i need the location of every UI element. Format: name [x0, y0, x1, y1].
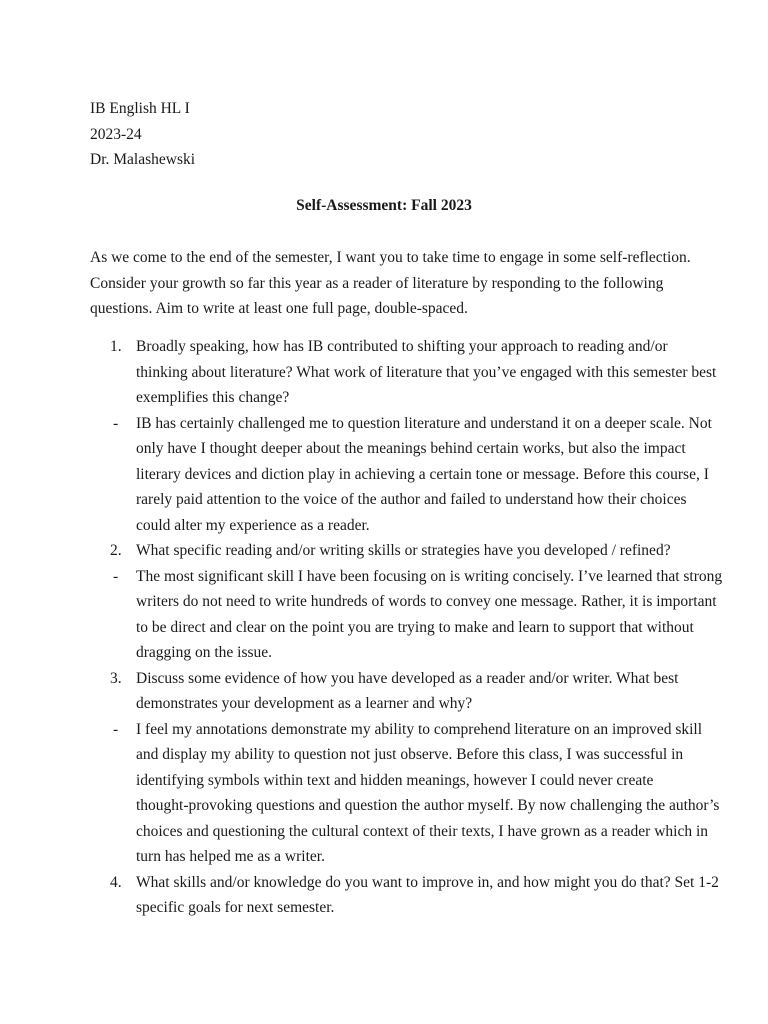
item-line: only have I thought deeper about the meanings behind certain works, but also the impact — [136, 440, 686, 457]
item-line: and display my ability to question not just observe. Before this class, I was successful in — [136, 746, 684, 763]
item-line: What skills and/or knowledge do you want to improve in, and how might you do that? Set 1-2 — [136, 873, 719, 891]
list-marker: - — [113, 414, 119, 432]
item-line: Broadly speaking, how has IB contributed to shifting your approach to reading and/or — [136, 338, 668, 355]
intro-line: Consider your growth so far this year as a reader of literature by responding to the following — [90, 274, 664, 292]
intro-paragraph — [90, 245, 690, 322]
course-name: IB English HL I — [90, 100, 190, 117]
intro-line: As we come to the end of the semester, I want you to take time to engage in some self-reflection. — [90, 249, 691, 266]
question-item-3 — [0, 666, 768, 717]
item-line: What specific reading and/or writing skills or strategies have you developed / refined? — [136, 542, 671, 559]
document-title: Self-Assessment: Fall 2023 — [296, 197, 472, 214]
item-line: Discuss some evidence of how you have developed as a reader and/or writer. What best — [136, 669, 679, 687]
list-marker: 2. — [110, 542, 122, 559]
list-marker: 1. — [110, 338, 122, 355]
list-marker: - — [113, 720, 119, 738]
item-line: specific goals for next semester. — [136, 899, 335, 916]
item-line: writers do not need to write hundreds of words to convey one message. Rather, it is important — [136, 593, 717, 610]
item-line: literary devices and diction play in achieving a certain tone or message. Before this course, I — [136, 465, 709, 483]
item-line: turn has helped me as a writer. — [136, 848, 325, 865]
item-line: demonstrates your development as a learner and why? — [136, 695, 473, 712]
item-line: exemplifies this change? — [136, 389, 290, 406]
item-line: rarely paid attention to the voice of the author and failed to understand how their choices — [136, 491, 687, 508]
item-line: thinking about literature? What work of literature that you’ve engaged with this semester best — [136, 363, 717, 381]
item-line: I feel my annotations demonstrate my ability to comprehend literature on an improved skill — [136, 720, 703, 738]
intro-line: questions. Aim to write at least one full page, double-spaced. — [90, 300, 468, 317]
answer-item-1 — [0, 411, 768, 539]
question-item-2 — [0, 538, 768, 564]
item-line: The most significant skill I have been focusing on is writing concisely. I’ve learned that strong — [136, 567, 723, 585]
item-line: to be direct and clear on the point you are trying to make and learn to support that without — [136, 618, 694, 636]
list-marker: - — [113, 567, 119, 585]
item-line: dragging on the issue. — [136, 644, 273, 661]
document-header — [90, 96, 195, 173]
instructor-name: Dr. Malashewski — [90, 151, 196, 168]
answer-item-3 — [0, 717, 768, 870]
list-marker: 4. — [110, 873, 122, 891]
item-line: thought-provoking questions and question the author myself. By now challenging the author’s — [136, 797, 720, 814]
item-line: IB has certainly challenged me to question literature and understand it on a deeper scale. Not — [136, 414, 712, 432]
list-marker: 3. — [110, 669, 122, 687]
item-line: could alter my experience as a reader. — [136, 516, 370, 534]
school-year: 2023-24 — [90, 125, 142, 143]
question-list — [0, 334, 768, 921]
item-line: identifying symbols within text and hidden meanings, however I could never create — [136, 771, 654, 789]
item-line: choices and questioning the cultural context of their texts, I have grown as a reader which in — [136, 822, 709, 840]
question-item-4 — [0, 870, 768, 921]
answer-item-2 — [0, 564, 768, 666]
question-item-1 — [0, 334, 768, 411]
